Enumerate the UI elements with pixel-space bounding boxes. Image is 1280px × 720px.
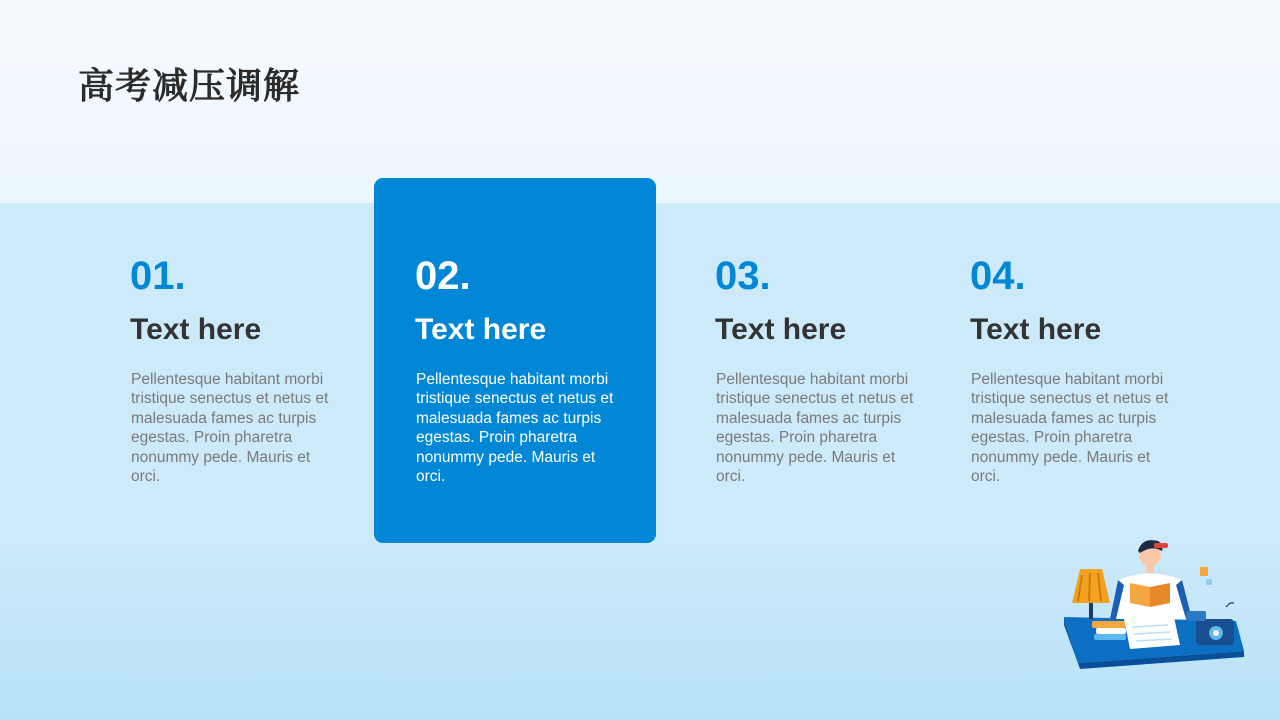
- card-body: Pellentesque habitant morbi tristique senectus et netus et malesuada fames ac turpis egestas. Proin pharetra nonummy pede. Mauris et orci.: [131, 371, 329, 486]
- card-01: [130, 252, 370, 486]
- card-heading: Text here: [415, 313, 547, 346]
- card-02: [415, 252, 655, 486]
- card-body: Pellentesque habitant morbi tristique senectus et netus et malesuada fames ac turpis egestas. Proin pharetra nonummy pede. Mauris et orci.: [416, 371, 614, 486]
- slide-title: 高考减压调解: [78, 66, 301, 107]
- card-heading: Text here: [130, 313, 262, 346]
- card-number: 04.: [970, 254, 1026, 298]
- card-04: [970, 252, 1210, 486]
- book-stack: [1092, 621, 1126, 628]
- card-heading: Text here: [970, 313, 1102, 346]
- card-number: 02.: [415, 254, 471, 298]
- lamp-stand: [1089, 603, 1093, 619]
- note-card: [1200, 567, 1208, 576]
- student-desk-illustration: [1058, 535, 1254, 670]
- open-book: [1130, 583, 1150, 607]
- card-03: [715, 252, 955, 486]
- card-body: Pellentesque habitant morbi tristique senectus et netus et malesuada fames ac turpis egestas. Proin pharetra nonummy pede. Mauris et orci.: [971, 371, 1169, 486]
- card-number: 01.: [130, 254, 186, 298]
- card-heading: Text here: [715, 313, 847, 346]
- card-number: 03.: [715, 254, 771, 298]
- card-body: Pellentesque habitant morbi tristique senectus et netus et malesuada fames ac turpis egestas. Proin pharetra nonummy pede. Mauris et orci.: [716, 371, 914, 486]
